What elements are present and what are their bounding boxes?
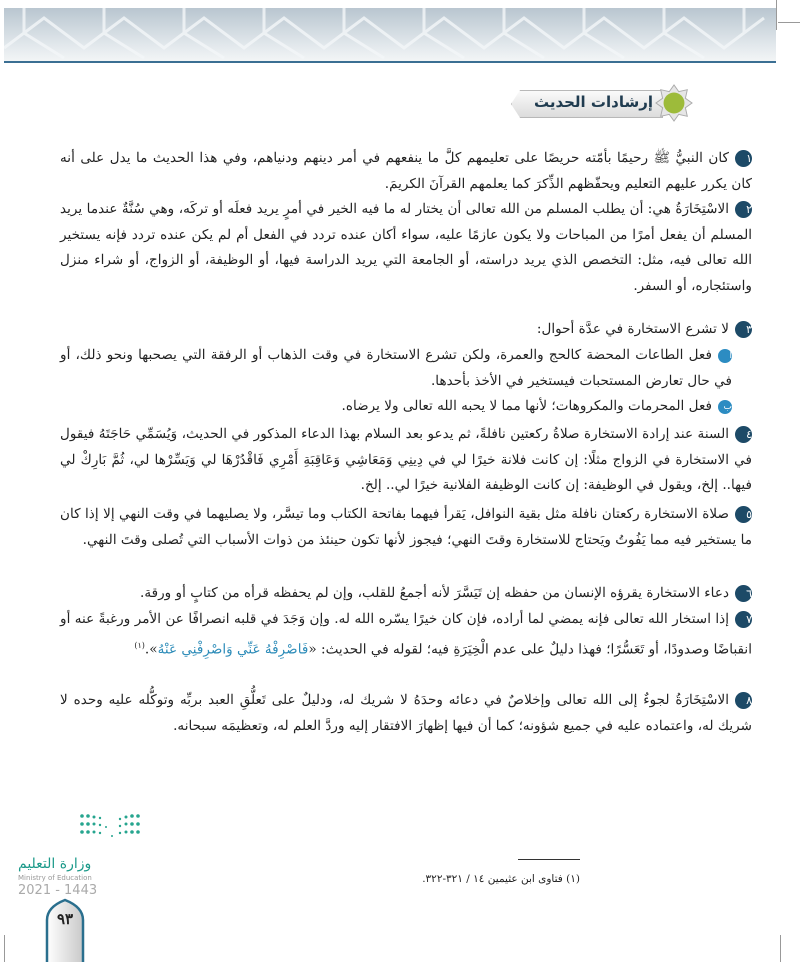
list-item [60, 502, 752, 553]
item-text: الاسْتِخَارَةُ هي: أن يطلب المسلم من الله تعالى أن يختار له ما فيه الخير في أمرٍ يريد فعلَه أو تركَه، وهي سُنَّةٌ عندما يريد المسلم أن يفعل أمرًا من المباحات ولا يكون عازمًا عليه، سواء أكان عنده تردد في الفعل أم لم يكن عنده تردد فإنه يستخير الله تعالى فيه، مثل: التخصص الذي يريد دراسته، أو الجامعة التي يريد الدراسة فيها، أو الوظيفة، أو الزواج، أو شراء منزل واستئجاره، أو السفر. [60, 201, 752, 294]
item-text: إذا استخار الله تعالى فإنه يمضي لما أراده، فإن كان خيرًا يسّره الله له. وإن وَجَدَ في قلبه انصرافًا عن الأمر ورغبةً عنه أو انقباضًا وصدودًا، أو تَعَسُّرًا؛ فهذا دليلٌ على عدم الْخِيَرَةِ فيه؛ لقوله في الحديث: « [60, 611, 752, 658]
edition-year: 2021 - 1443 [18, 883, 98, 898]
sub-item [60, 343, 752, 394]
item-text: صلاة الاستخارة ركعتان نافلة مثل بقية النوافل، يَقرأ فيهما بفاتحة الكتاب وما تيسَّر، ولا يصليهما في وقت النهي إلا إذا كان ما يستخير فيه مما يَفُوتُ ويَحتاج للاستخارة وقتَ النهي؛ فيجوز لأنها تكون حينئذ من ذوات الأسباب التي تُصلى وقتَ النهي. [60, 506, 752, 548]
sub-item-label: أ [718, 349, 732, 363]
crop-mark [780, 935, 781, 962]
item-text: كان النبيُّ ﷺ رحيمًا بأمّته حريصًا على تعليمهم كلَّ ما ينفعهم في أمر دينهم ودنياهم، وفي هذا الحديث ما يدل على أنه كان يكرر عليهم التعليم ويحفّظهم الذِّكرَ كما يعلمهم القرآنَ الكريمَ. [60, 150, 752, 192]
crop-mark [778, 22, 800, 23]
octagram-star-icon [655, 84, 693, 122]
header-banner [4, 8, 776, 61]
item-number: ٦ [735, 585, 752, 602]
section-title-badge [505, 84, 695, 122]
crop-mark [776, 0, 777, 30]
ministry-name-en: Ministry of Education [18, 874, 92, 882]
ministry-name-ar: وزارة التعليم [18, 856, 92, 872]
item-number: ١ [735, 150, 752, 167]
sub-item [60, 394, 752, 420]
ministry-logo-icon [78, 812, 218, 848]
item-text: السنة عند إرادة الاستخارة صلاةُ ركعتين نافلةً، ثم يدعو بعد السلام بهذا الدعاء المذكور في الحديث، وَيُسَمِّي حَاجَتَهُ فيقول في الاستخارة في الزواج مثلًا: إن كانت فلانة خيرًا لي في دِينِي وَمَعَاشِي وَعَاقِبَةِ أَمْرِي فَاقْدُرْهَا لي وَيَسِّرْها لي، ثُمَّ بَارِكْ لي فيها.. إلخ، ويقول في الوظيفة: إن كانت الوظيفة الفلانية خيرًا لي.. إلخ. [60, 426, 752, 494]
crop-mark [4, 935, 5, 962]
item-number: ٨ [735, 692, 752, 709]
page-number: ٩٣ [56, 910, 74, 928]
sub-item-text: فعل الطاعات المحضة كالحج والعمرة، ولكن تشرع الاستخارة في وقت الذهاب أو الرفقة التي يصحبها ونحو ذلك، أو في حال تعارض المستحبات فيستخير في الأخذ بأحدها. [60, 347, 732, 389]
sub-item-text: فعل المحرمات والمكروهات؛ لأنها مما لا يحبه الله تعالى ولا يرضاه. [341, 398, 712, 414]
header-rule [4, 61, 776, 63]
list-item [60, 422, 752, 499]
item-number: ٤ [735, 426, 752, 443]
list-item [60, 581, 752, 607]
item-number: ٧ [735, 611, 752, 628]
footnote-ref: (١) [134, 640, 145, 650]
sub-item-label: ب [718, 400, 732, 414]
item-text: الاسْتِخَارَةُ لجوءٌ إلى الله تعالى وإخلاصٌ في دعائه وحدَهُ لا شريك له، ودليلٌ على تَعلُّقِ العبد بربِّه وتوكُّله عليه وحده لا شريك له، واعتماده عليه في جميع شؤونه؛ كما أن فيها إظهارَ الافتقار إليه وردَّ العلم له، وتعظيمَه سبحانه. [60, 692, 752, 734]
item-number: ٥ [735, 506, 752, 523]
item-number: ٢ [735, 201, 752, 218]
footnote: (١) فتاوى ابن عثيمين ١٤ / ٣٢١-٣٢٢. [422, 873, 580, 885]
item-text: دعاء الاستخارة يقرؤه الإنسان من حفظه إن تَيَسَّرَ لأنه أجمعُ للقلب، وإن لم يحفظه قرأه من كتابٍ أو ورقة. [140, 585, 729, 601]
section-title: إرشادات الحديث [533, 93, 653, 111]
item-text: لا تشرع الاستخارة في عدَّة أحوال: [536, 321, 729, 337]
hadith-quote: فَاصْرِفْهُ عَنِّي وَاصْرِفْنِي عَنْهُ [157, 641, 309, 658]
list-item [60, 197, 752, 299]
quote-close: ». [144, 641, 158, 658]
list-item [60, 146, 752, 197]
list-item [60, 317, 752, 343]
list-item [60, 688, 752, 739]
page-number-tab [45, 898, 85, 962]
footnote-rule [518, 859, 580, 860]
arabesque-pattern [4, 8, 776, 61]
item-number: ٣ [735, 321, 752, 338]
list-item [60, 607, 752, 663]
